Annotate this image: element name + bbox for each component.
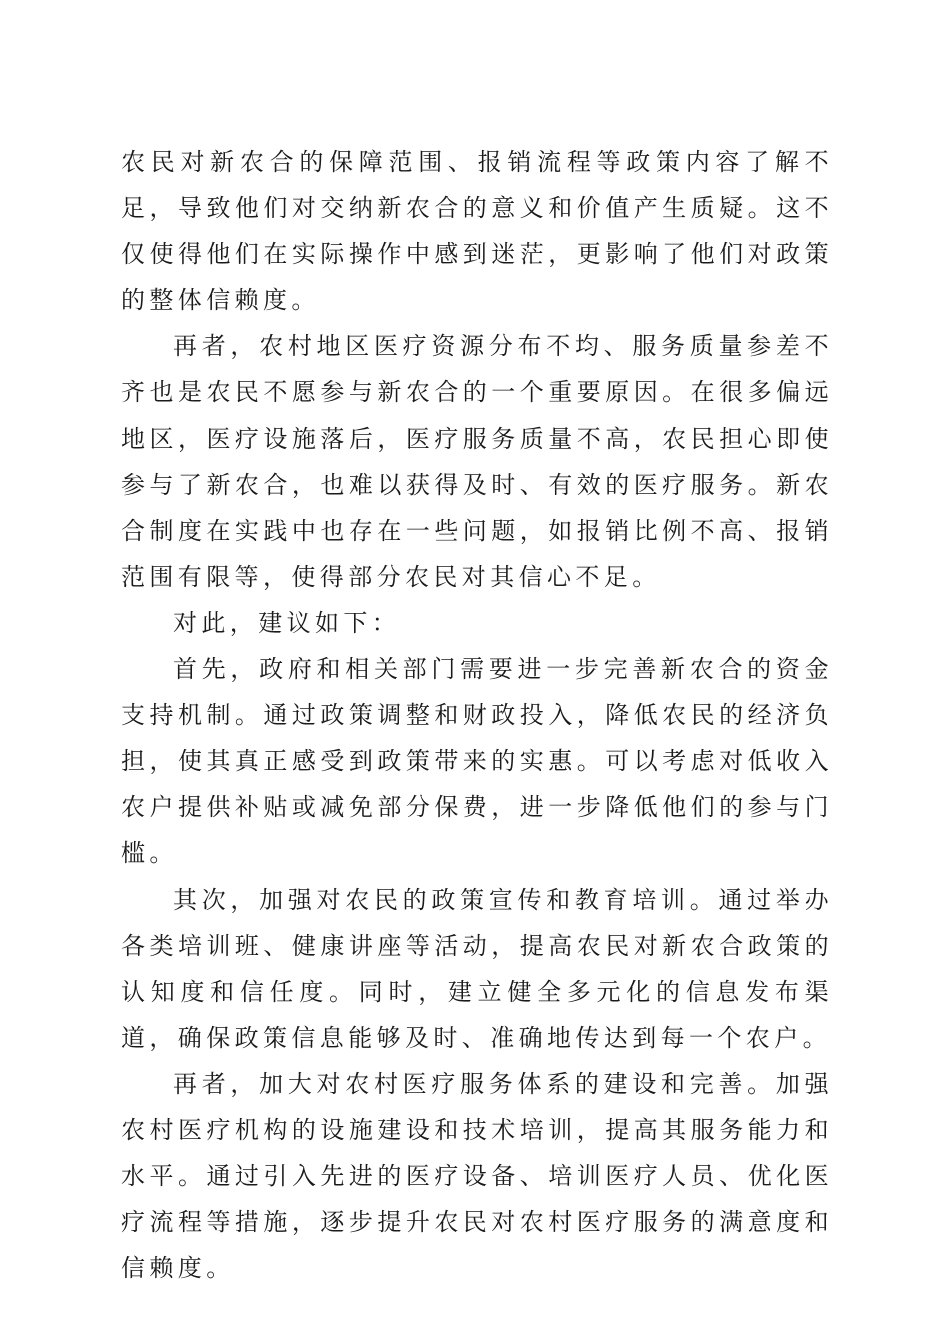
paragraph-second-suggestion: 其次，加强对农民的政策宣传和教育培训。通过举办各类培训班、健康讲座等活动，提高农民对新农合政策的认知度和信任度。同时，建立健全多元化的信息发布渠道，确保政策信息能够及时、准确地传达到每一个农户。 — [121, 885, 833, 1052]
paragraph-third-suggestion: 再者，加大对农村医疗服务体系的建设和完善。加强农村医疗机构的设施建设和技术培训，提高其服务能力和水平。通过引入先进的医疗设备、培训医疗人员、优化医疗流程等措施，逐步提升农民对农村医疗服务的满意度和信赖度。 — [121, 1069, 833, 1283]
paragraph-first-suggestion: 首先，政府和相关部门需要进一步完善新农合的资金支持机制。通过政策调整和财政投入，降低农民的经济负担，使其真正感受到政策带来的实惠。可以考虑对低收入农户提供补贴或减免部分保费，进一步降低他们的参与门槛。 — [121, 655, 833, 868]
paragraph-continued: 农民对新农合的保障范围、报销流程等政策内容了解不足，导致他们对交纳新农合的意义和价值产生质疑。这不仅使得他们在实际操作中感到迷茫，更影响了他们对政策的整体信赖度。 — [121, 148, 833, 315]
paragraph-resources: 再者，农村地区医疗资源分布不均、服务质量参差不齐也是农民不愿参与新农合的一个重要原因。在很多偏远地区，医疗设施落后，医疗服务质量不高，农民担心即使参与了新农合，也难以获得及时、有效的医疗服务。新农合制度在实践中也存在一些问题，如报销比例不高、报销范围有限等，使得部分农民对其信心不足。 — [121, 332, 833, 591]
paragraph-suggestions-intro: 对此，建议如下： — [173, 608, 401, 637]
document-body — [121, 139, 833, 1291]
